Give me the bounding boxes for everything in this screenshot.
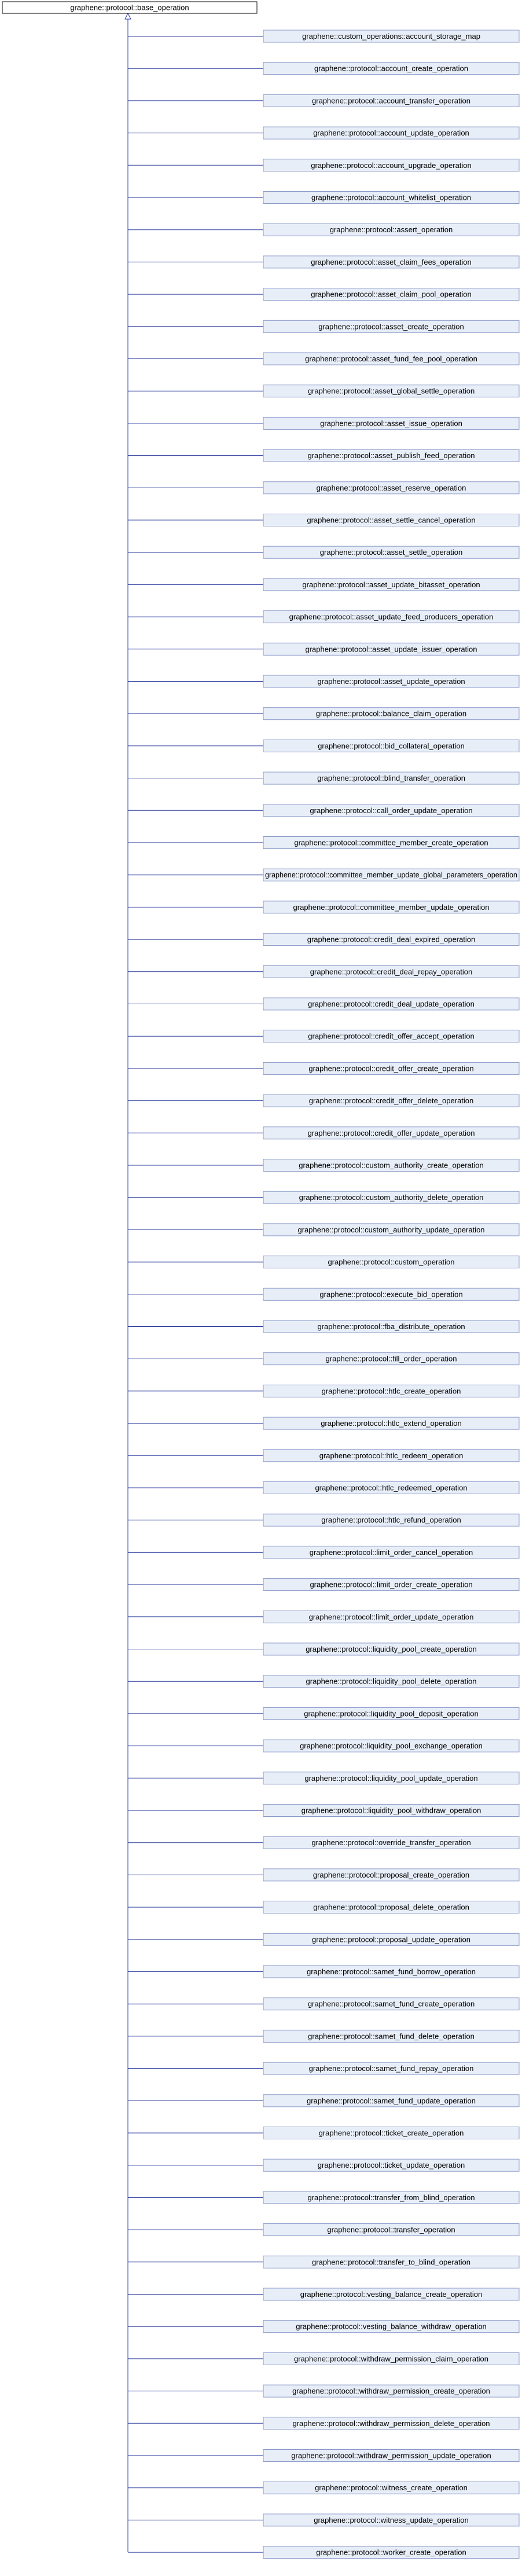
derived-class-label: graphene::protocol::htlc_redeemed_operation: [315, 1483, 468, 1492]
derived-class-label: graphene::protocol::bid_collateral_operation: [318, 741, 465, 751]
derived-class-label: graphene::protocol::credit_offer_update_operation: [307, 1128, 475, 1137]
derived-class-node[interactable]: [263, 2095, 519, 2107]
derived-class-label: graphene::protocol::override_transfer_operation: [311, 1838, 471, 1847]
derived-class-label: graphene::protocol::transfer_operation: [327, 2225, 455, 2234]
derived-class-node[interactable]: [263, 2417, 519, 2429]
derived-class-nodes: [263, 30, 519, 2559]
derived-class-label: graphene::protocol::samet_fund_borrow_operation: [307, 1967, 476, 1976]
inheritance-edges: [125, 13, 263, 2552]
derived-class-node[interactable]: [263, 449, 519, 462]
derived-class-label: graphene::protocol::credit_deal_repay_operation: [310, 967, 473, 976]
derived-class-label: graphene::protocol::asset_global_settle_operation: [307, 386, 475, 396]
derived-class-label: graphene::protocol::ticket_update_operation: [317, 2161, 465, 2170]
derived-class-node[interactable]: [263, 30, 519, 42]
derived-class-node[interactable]: [263, 1256, 519, 1268]
derived-class-node[interactable]: [263, 2514, 519, 2526]
derived-class-node[interactable]: [263, 2321, 519, 2333]
derived-class-label: graphene::protocol::committee_member_update_global_parameters_operation: [265, 870, 517, 880]
derived-class-label: graphene::protocol::samet_fund_update_operation: [307, 2096, 476, 2105]
inheritance-arrowhead: [125, 13, 131, 19]
derived-class-label: graphene::protocol::custom_authority_delete_operation: [299, 1193, 484, 1202]
derived-class-node[interactable]: [263, 2450, 519, 2462]
derived-class-node[interactable]: [263, 1127, 519, 1139]
derived-class-label: graphene::protocol::liquidity_pool_update_operation: [304, 1773, 478, 1783]
derived-class-node[interactable]: [263, 2385, 519, 2397]
derived-class-label: graphene::protocol::credit_deal_update_operation: [308, 1000, 475, 1008]
derived-class-label: graphene::protocol::asset_claim_pool_operation: [311, 290, 472, 299]
derived-class-label: graphene::protocol::liquidity_pool_create_operation: [306, 1645, 477, 1653]
derived-class-node[interactable]: [263, 772, 519, 784]
derived-class-label: graphene::protocol::transfer_from_blind_operation: [307, 2193, 475, 2202]
derived-class-node[interactable]: [263, 1643, 519, 1655]
derived-class-label: graphene::protocol::limit_order_create_operation: [310, 1580, 473, 1589]
derived-class-label: graphene::protocol::withdraw_permission_create_operation: [292, 2387, 490, 2396]
derived-class-label: graphene::protocol::execute_bid_operation: [319, 1290, 463, 1299]
derived-class-label: graphene::protocol::credit_deal_expired_operation: [307, 935, 476, 944]
derived-class-node[interactable]: [263, 1159, 519, 1172]
derived-class-label: graphene::protocol::account_create_operation: [314, 64, 468, 73]
derived-class-node[interactable]: [263, 417, 519, 429]
derived-class-label: graphene::protocol::blind_transfer_operation: [317, 774, 465, 783]
derived-class-label: graphene::protocol::asset_settle_operation: [319, 548, 463, 557]
derived-class-node[interactable]: [263, 127, 519, 139]
derived-class-node[interactable]: [263, 965, 519, 978]
derived-class-node[interactable]: [263, 159, 519, 171]
derived-class-node[interactable]: [263, 192, 519, 204]
derived-class-label: graphene::protocol::samet_fund_delete_operation: [308, 2032, 475, 2041]
derived-class-node[interactable]: [263, 2352, 519, 2365]
derived-class-node[interactable]: [263, 1998, 519, 2010]
derived-class-label: graphene::protocol::witness_update_operation: [314, 2515, 469, 2524]
derived-class-label: graphene::protocol::credit_offer_delete_operation: [308, 1096, 474, 1106]
derived-class-label: graphene::protocol::account_upgrade_operation: [311, 160, 472, 170]
derived-class-label: graphene::protocol::worker_create_operation: [316, 2548, 466, 2557]
derived-class-label: graphene::protocol::fba_distribute_operation: [317, 1322, 465, 1331]
derived-class-label: graphene::protocol::custom_authority_update_operation: [297, 1225, 485, 1234]
derived-class-label: graphene::protocol::withdraw_permission_claim_operation: [293, 2354, 489, 2363]
base-class-label: graphene::protocol::base_operation: [70, 3, 189, 12]
derived-class-node[interactable]: [263, 514, 519, 526]
derived-class-node[interactable]: [263, 804, 519, 817]
derived-class-label: graphene::protocol::fill_order_operation: [325, 1354, 457, 1363]
derived-class-label: graphene::protocol::asset_fund_fee_pool_operation: [305, 354, 477, 363]
derived-class-node[interactable]: [263, 1417, 519, 1429]
derived-class-label: graphene::protocol::asset_reserve_operation: [316, 483, 466, 492]
derived-class-node[interactable]: [263, 1836, 519, 1849]
derived-class-node[interactable]: [263, 675, 519, 687]
derived-class-node[interactable]: [263, 63, 519, 75]
derived-class-label: graphene::protocol::balance_claim_operation: [315, 709, 467, 718]
derived-class-node[interactable]: [263, 1062, 519, 1074]
derived-class-label: graphene::protocol::transfer_to_blind_operation: [312, 2257, 470, 2267]
derived-class-label: graphene::protocol::samet_fund_repay_operation: [308, 2064, 474, 2073]
derived-class-node[interactable]: [263, 1095, 519, 1107]
derived-class-label: graphene::protocol::htlc_redeem_operation: [319, 1451, 464, 1460]
derived-class-node[interactable]: [263, 2482, 519, 2494]
derived-class-node[interactable]: [263, 708, 519, 720]
derived-class-node[interactable]: [263, 1353, 519, 1365]
derived-class-label: graphene::protocol::asset_update_bitasset_operation: [302, 580, 480, 589]
derived-class-label: graphene::protocol::proposal_create_operation: [313, 1870, 470, 1879]
derived-class-node[interactable]: [263, 1546, 519, 1558]
derived-class-node[interactable]: [263, 1611, 519, 1623]
derived-class-node[interactable]: [263, 1385, 519, 1397]
derived-class-label: graphene::protocol::vesting_balance_create_operation: [300, 2290, 483, 2299]
derived-class-node[interactable]: [263, 2159, 519, 2171]
derived-class-node[interactable]: [263, 2256, 519, 2268]
derived-class-node[interactable]: [263, 2191, 519, 2204]
derived-class-label: graphene::protocol::htlc_create_operation: [321, 1386, 461, 1396]
derived-class-node[interactable]: [263, 1675, 519, 1688]
derived-class-node[interactable]: [263, 385, 519, 397]
derived-class-label: graphene::protocol::proposal_update_operation: [312, 1935, 470, 1944]
derived-class-node[interactable]: [263, 1450, 519, 1462]
derived-class-node[interactable]: [263, 94, 519, 107]
derived-class-label: graphene::protocol::samet_fund_create_operation: [307, 1999, 475, 2008]
derived-class-node[interactable]: [263, 2127, 519, 2139]
derived-class-node[interactable]: [263, 837, 519, 849]
derived-class-node[interactable]: [263, 288, 519, 301]
derived-class-label: graphene::protocol::credit_offer_accept_operation: [308, 1031, 475, 1041]
derived-class-node[interactable]: [263, 740, 519, 752]
derived-class-node[interactable]: [263, 1191, 519, 1203]
derived-class-node[interactable]: [263, 1966, 519, 1978]
derived-class-label: graphene::protocol::liquidity_pool_delete_operation: [306, 1677, 477, 1686]
derived-class-node[interactable]: [263, 482, 519, 494]
derived-class-label: graphene::protocol::limit_order_cancel_operation: [309, 1547, 473, 1557]
derived-class-label: graphene::protocol::htlc_refund_operation: [321, 1516, 461, 1525]
derived-class-label: graphene::protocol::liquidity_pool_deposit_operation: [304, 1709, 479, 1718]
derived-class-label: graphene::protocol::account_update_operation: [313, 129, 469, 138]
derived-class-node[interactable]: [263, 1901, 519, 1913]
derived-class-label: graphene::protocol::asset_issue_operation: [320, 419, 462, 428]
derived-class-node[interactable]: [263, 1030, 519, 1042]
derived-class-label: graphene::protocol::asset_claim_fees_operation: [311, 257, 472, 266]
derived-class-label: graphene::protocol::withdraw_permission_delete_operation: [292, 2418, 490, 2428]
derived-class-node[interactable]: [263, 611, 519, 623]
derived-class-node[interactable]: [263, 1579, 519, 1591]
derived-class-node[interactable]: [263, 1707, 519, 1719]
derived-class-label: graphene::protocol::limit_order_update_operation: [308, 1612, 474, 1622]
derived-class-node[interactable]: [263, 2288, 519, 2300]
derived-class-node[interactable]: [263, 998, 519, 1010]
derived-class-node[interactable]: [263, 353, 519, 365]
derived-class-node[interactable]: [263, 1740, 519, 1752]
derived-class-node[interactable]: [263, 1805, 519, 1817]
derived-class-node[interactable]: [263, 1288, 519, 1300]
derived-class-label: graphene::protocol::asset_update_operation: [317, 677, 465, 686]
base-class-node[interactable]: [2, 2, 257, 13]
derived-class-node[interactable]: [263, 2030, 519, 2042]
derived-class-label: graphene::protocol::custom_operation: [328, 1257, 455, 1267]
derived-class-node[interactable]: [263, 1514, 519, 1526]
derived-class-label: graphene::protocol::withdraw_permission_update_operation: [291, 2451, 491, 2460]
derived-class-label: graphene::protocol::asset_update_issuer_operation: [305, 645, 477, 654]
derived-class-label: graphene::protocol::asset_settle_cancel_operation: [307, 515, 476, 525]
derived-class-node[interactable]: [263, 224, 519, 236]
derived-class-label: graphene::protocol::asset_publish_feed_operation: [307, 451, 475, 460]
derived-class-node[interactable]: [263, 901, 519, 913]
derived-class-label: graphene::protocol::account_whitelist_operation: [311, 193, 472, 202]
derived-class-label: graphene::protocol::credit_offer_create_operation: [308, 1064, 474, 1073]
derived-class-label: graphene::protocol::vesting_balance_withdraw_operation: [296, 2322, 487, 2331]
derived-class-node[interactable]: [263, 1320, 519, 1333]
derived-class-label: graphene::protocol::asset_create_operation: [318, 322, 464, 331]
derived-class-label: graphene::protocol::proposal_delete_operation: [313, 1902, 469, 1912]
derived-class-label: graphene::custom_operations::account_storage_map: [302, 32, 480, 41]
derived-class-node[interactable]: [263, 1772, 519, 1784]
derived-class-node[interactable]: [263, 2546, 519, 2559]
derived-class-node[interactable]: [263, 643, 519, 655]
derived-class-label: graphene::protocol::ticket_create_operation: [318, 2128, 464, 2138]
derived-class-node[interactable]: [263, 2224, 519, 2236]
derived-class-node[interactable]: [263, 256, 519, 268]
derived-class-node[interactable]: [263, 1933, 519, 1945]
derived-class-label: graphene::protocol::liquidity_pool_exchange_operation: [300, 1741, 483, 1751]
derived-class-node[interactable]: [263, 1482, 519, 1494]
derived-class-node[interactable]: [263, 579, 519, 591]
derived-class-node[interactable]: [263, 2062, 519, 2074]
derived-class-label: graphene::protocol::account_transfer_operation: [312, 96, 470, 105]
derived-class-label: graphene::protocol::assert_operation: [329, 225, 453, 235]
derived-class-label: graphene::protocol::committee_member_create_operation: [294, 838, 488, 847]
derived-class-label: graphene::protocol::htlc_extend_operation: [321, 1419, 462, 1428]
derived-class-label: graphene::protocol::liquidity_pool_withdraw_operation: [301, 1806, 481, 1815]
derived-class-node[interactable]: [263, 546, 519, 558]
derived-class-label: graphene::protocol::call_order_update_operation: [310, 806, 473, 815]
derived-class-label: graphene::protocol::asset_update_feed_producers_operation: [289, 612, 494, 621]
derived-class-node[interactable]: [263, 1869, 519, 1881]
derived-class-node[interactable]: [263, 1224, 519, 1236]
derived-class-label: graphene::protocol::custom_authority_create_operation: [299, 1161, 484, 1170]
derived-class-node[interactable]: [263, 934, 519, 946]
derived-class-node[interactable]: [263, 320, 519, 332]
derived-class-label: graphene::protocol::committee_member_update_operation: [293, 902, 490, 912]
derived-class-node[interactable]: [263, 869, 519, 881]
derived-class-label: graphene::protocol::witness_create_operation: [315, 2483, 468, 2493]
